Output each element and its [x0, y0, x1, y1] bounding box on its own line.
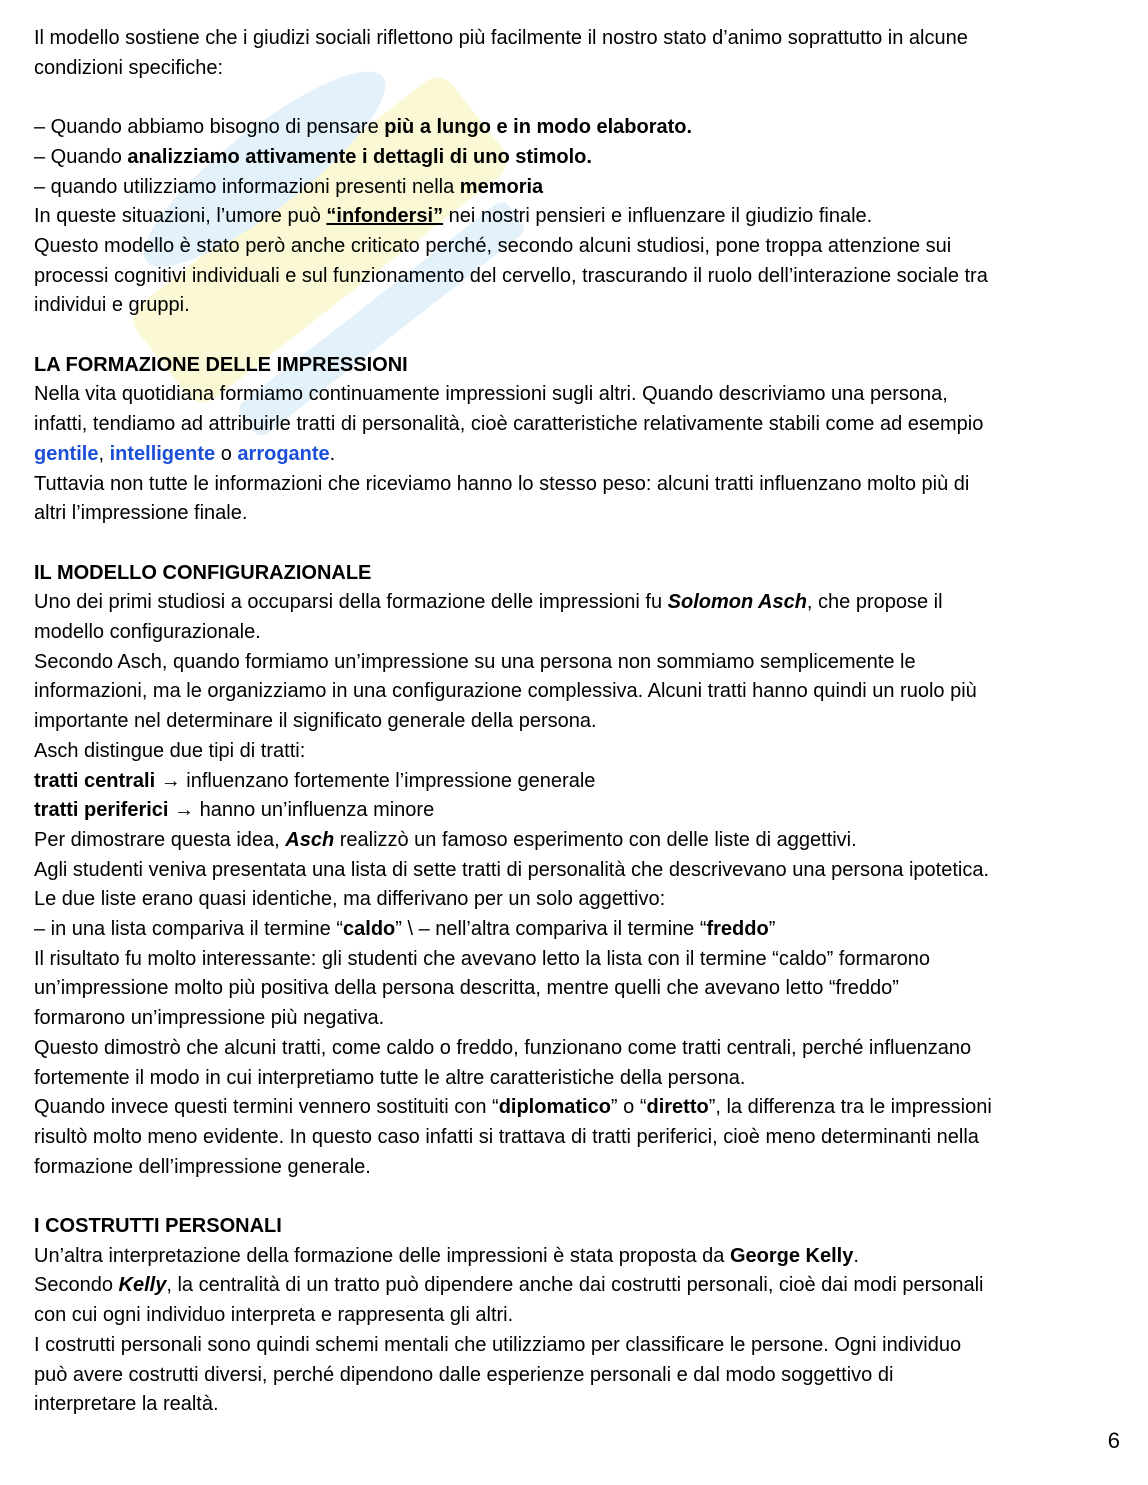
paragraph-line: Asch distingue due tipi di tratti:	[34, 739, 306, 762]
paragraph-line	[34, 796, 1124, 826]
text-span: ” \ – nell’altra compariva il termine “	[395, 918, 707, 941]
paragraph-line: altri l’impressione finale.	[34, 502, 248, 525]
text-span: → hanno un’influenza minore	[168, 799, 435, 822]
text-span: ”	[768, 918, 776, 941]
bold-text: diretto	[646, 1096, 709, 1119]
paragraph-line	[34, 440, 1124, 470]
bold-text: tratti centrali	[34, 769, 156, 792]
paragraph-line: può avere costrutti diversi, perché dipendono dalle esperienze personali e dal modo soggettivo di	[34, 1363, 894, 1386]
paragraph-line	[34, 826, 1124, 856]
text-span: ”, la differenza tra le impressioni	[708, 1096, 992, 1119]
section-heading: LA FORMAZIONE DELLE IMPRESSIONI	[34, 353, 408, 376]
paragraph-line: Tuttavia non tutte le informazioni che riceviamo hanno lo stesso peso: alcuni tratti influenzano molto più di	[34, 472, 970, 495]
text-span: Secondo	[34, 1274, 119, 1297]
text-span: – quando utilizziamo informazioni presenti nella	[34, 175, 460, 198]
text-span: – Quando abbiamo bisogno di pensare	[34, 116, 385, 139]
paragraph-line: interpretare la realtà.	[34, 1393, 219, 1416]
paragraph-line: Le due liste erano quasi identiche, ma differivano per un solo aggettivo:	[34, 888, 666, 911]
author-name: Asch	[285, 828, 335, 851]
paragraph-line	[34, 1271, 1124, 1301]
text-span: .	[329, 442, 336, 465]
underlined-text: “infondersi”	[326, 205, 444, 228]
paragraph-line: informazioni, ma le organizziamo in una configurazione complessiva. Alcuni tratti hanno quindi un ruolo più	[34, 680, 977, 703]
text-span: Un’altra interpretazione della formazione delle impressioni è stata proposta da	[34, 1244, 730, 1267]
paragraph-line: fortemente il modo in cui interpretiamo tutte le altre caratteristiche della persona.	[34, 1066, 746, 1089]
paragraph-line	[34, 588, 1124, 618]
paragraph-line	[34, 915, 1124, 945]
author-name: George Kelly	[729, 1244, 854, 1267]
paragraph-line: condizioni specifiche:	[34, 56, 223, 79]
paragraph-line	[34, 202, 1124, 232]
text-span: , la centralità di un tratto può dipendere anche dai costrutti personali, cioè dai modi personali	[166, 1274, 984, 1297]
paragraph-line: importante nel determinare il significato generale della persona.	[34, 710, 597, 733]
text-span: Quando invece questi termini vennero sostituiti con “	[34, 1096, 499, 1119]
keyword-intelligente: intelligente	[109, 442, 216, 465]
paragraph-line: Secondo Asch, quando formiamo un’impressione su una persona non sommiamo semplicemente le	[34, 650, 916, 673]
paragraph-line: formazione dell’impressione generale.	[34, 1155, 371, 1178]
section-heading: I COSTRUTTI PERSONALI	[34, 1215, 282, 1238]
paragraph-line: risultò molto meno evidente. In questo caso infatti si trattava di tratti periferici, cioè meno determinanti nella	[34, 1125, 979, 1148]
section-heading: IL MODELLO CONFIGURAZIONALE	[34, 561, 372, 584]
paragraph-line: Il risultato fu molto interessante: gli studenti che avevano letto la lista con il termine “caldo” formarono	[34, 947, 930, 970]
paragraph-line: Questo dimostrò che alcuni tratti, come caldo o freddo, funzionano come tratti centrali, perché influenzano	[34, 1036, 972, 1059]
keyword-gentile: gentile	[34, 442, 99, 465]
text-span: .	[853, 1244, 859, 1267]
paragraph-line: modello configurazionale.	[34, 621, 261, 644]
paragraph-line: con cui ogni individuo interpreta e rappresenta gli altri.	[34, 1304, 514, 1327]
list-item	[34, 173, 1124, 203]
paragraph-line: Nella vita quotidiana formiamo continuamente impressioni sugli altri. Quando descriviamo una persona,	[34, 383, 948, 406]
text-span: → influenzano fortemente l’impressione generale	[155, 769, 596, 792]
text-span: In queste situazioni, l’umore può	[34, 205, 327, 228]
text-span: o	[215, 442, 238, 465]
paragraph-line: Il modello sostiene che i giudizi sociali riflettono più facilmente il nostro stato d’animo soprattutto in alcune	[34, 27, 968, 49]
bold-text: freddo	[706, 918, 769, 941]
bold-text: caldo	[343, 918, 396, 941]
paragraph-line: processi cognitivi individuali e sul funzionamento del cervello, trascurando il ruolo dell’interazione sociale tra	[34, 264, 988, 287]
text-span: , che propose il	[806, 591, 943, 614]
paragraph-line: I costrutti personali sono quindi schemi mentali che utilizziamo per classificare le persone. Ogni individuo	[34, 1333, 962, 1356]
author-name: Kelly	[118, 1274, 167, 1297]
text-span: nei nostri pensieri e influenzare il giudizio finale.	[443, 205, 873, 228]
paragraph-line: infatti, tendiamo ad attribuirle tratti di personalità, cioè caratteristiche relativamente stabili come ad esempio	[34, 413, 984, 436]
list-item	[34, 113, 1124, 143]
text-span: ,	[98, 442, 110, 465]
paragraph-line	[34, 1242, 1124, 1272]
text-span: – in una lista compariva il termine “	[34, 918, 344, 941]
bold-text: diplomatico	[498, 1096, 611, 1119]
text-span: Uno dei primi studiosi a occuparsi della formazione delle impressioni fu	[34, 591, 668, 614]
document-body	[34, 24, 1124, 1420]
paragraph-line: Agli studenti veniva presentata una lista di sette tratti di personalità che descrivevano una persona ipotetica.	[34, 858, 990, 881]
bold-text: più a lungo e in modo elaborato.	[384, 116, 693, 139]
paragraph-line: formarono un’impressione più negativa.	[34, 1007, 385, 1030]
paragraph-line	[34, 767, 1124, 797]
text-span: ” o “	[610, 1096, 647, 1119]
text-span: – Quando	[34, 145, 128, 168]
keyword-arrogante: arrogante	[237, 442, 330, 465]
text-span: realizzò un famoso esperimento con delle liste di aggettivi.	[334, 828, 857, 851]
paragraph-line: Questo modello è stato però anche criticato perché, secondo alcuni studiosi, pone troppa attenzione sui	[34, 234, 952, 257]
text-span: Per dimostrare questa idea,	[34, 828, 286, 851]
page-number: 6	[1107, 1428, 1120, 1453]
bold-text: tratti periferici	[34, 799, 169, 822]
paragraph-line	[34, 1093, 1124, 1123]
paragraph-line: un’impressione molto più positiva della persona descritta, mentre quelli che avevano letto “freddo”	[34, 977, 899, 1000]
bold-text: memoria	[459, 175, 544, 198]
list-item	[34, 143, 1124, 173]
bold-text: analizziamo attivamente i dettagli di uno stimolo.	[127, 145, 592, 168]
paragraph-line: individui e gruppi.	[34, 294, 190, 317]
author-name: Solomon Asch	[667, 591, 807, 614]
